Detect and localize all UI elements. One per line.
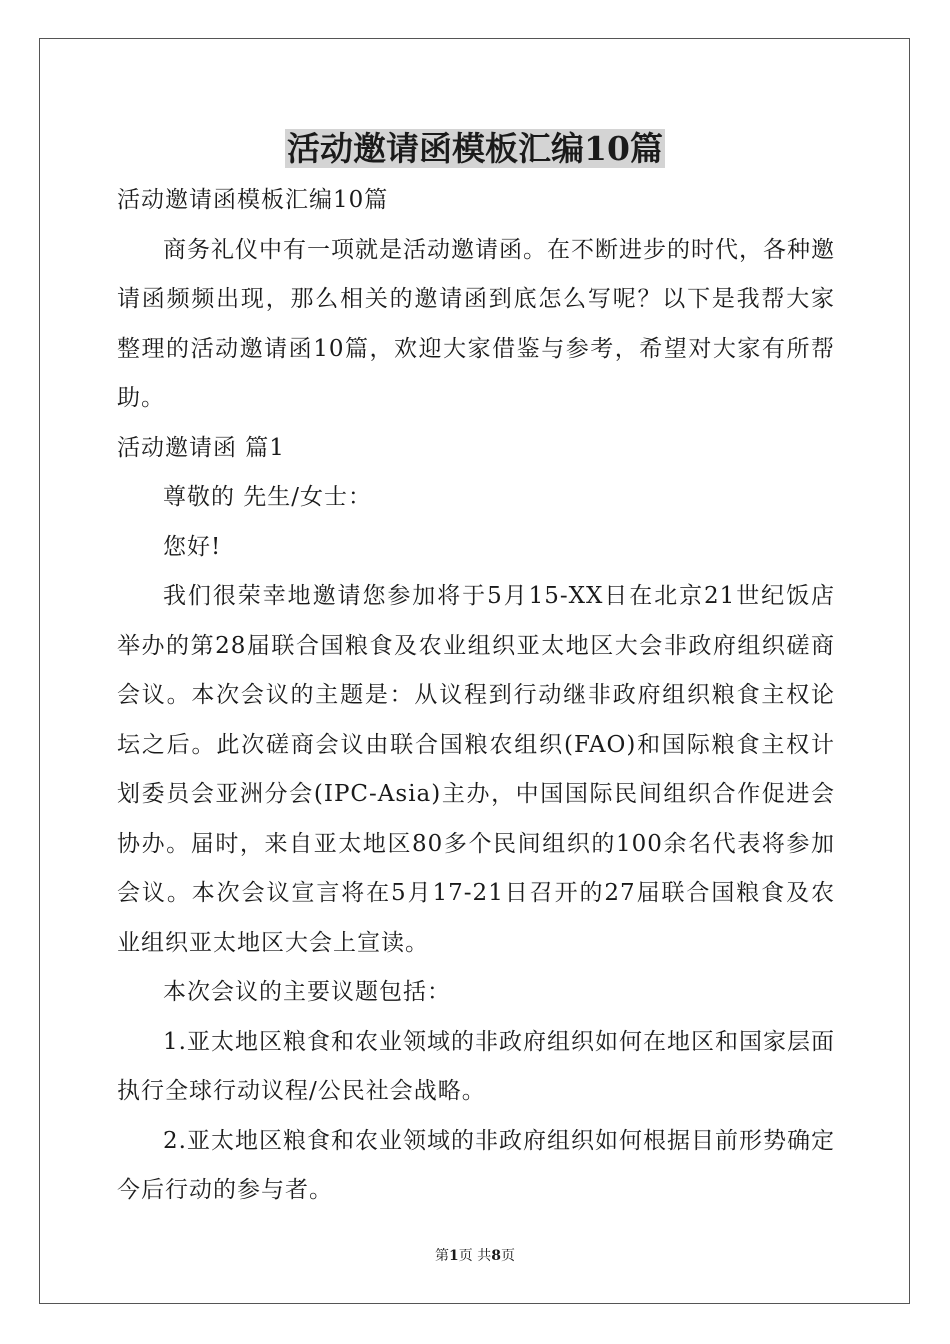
topics-intro: 本次会议的主要议题包括： [163, 979, 451, 1005]
document-body [117, 176, 835, 1216]
footer-prefix: 第 [435, 1248, 450, 1264]
footer-total-pages: 8 [491, 1248, 501, 1264]
footer-page-number: 1 [449, 1248, 459, 1264]
footer-suffix: 页 [500, 1248, 515, 1264]
body-paragraph: 我们很荣幸地邀请您参加将于5月15-XX日在北京21世纪饭店举办的第28届联合国粮食及农业组织亚太地区大会非政府组织磋商会议。本次会议的主题是：从议程到行动继非政府组织粮食主权论坛之后。此次磋商会议由联合国粮农组织(FAO)和国际粮食主权计划委员会亚洲分会(IPC-Asia)主办，中国国际民间组织合作促进会协办。届时，来自亚太地区80多个民间组织的100余名代表将参加会议。本次会议宣言将在5月17-21日召开的27届联合国粮食及农业组织亚太地区大会上宣读。 [117, 583, 835, 956]
greeting: 您好! [163, 533, 222, 560]
footer-mid: 页 共 [458, 1248, 492, 1264]
section-heading: 活动邀请函 篇1 [117, 434, 285, 461]
page-footer [0, 1246, 950, 1266]
document-title [0, 124, 950, 174]
intro-paragraph: 商务礼仪中有一项就是活动邀请函。在不断进步的时代，各种邀请函频频出现，那么相关的邀请函到底怎么写呢？以下是我帮大家整理的活动邀请函10篇，欢迎大家借鉴与参考，希望对大家有所帮助。 [117, 236, 835, 411]
salutation: 尊敬的 先生/女士： [163, 484, 373, 510]
subtitle: 活动邀请函模板汇编10篇 [117, 187, 389, 213]
topic-item: 1.亚太地区粮食和农业领域的非政府组织如何在地区和国家层面执行全球行动议程/公民社会战略。 [117, 1028, 835, 1104]
document-title-text: 活动邀请函模板汇编10篇 [287, 129, 663, 168]
topic-item: 2.亚太地区粮食和农业领域的非政府组织如何根据目前形势确定今后行动的参与者。 [117, 1127, 835, 1203]
